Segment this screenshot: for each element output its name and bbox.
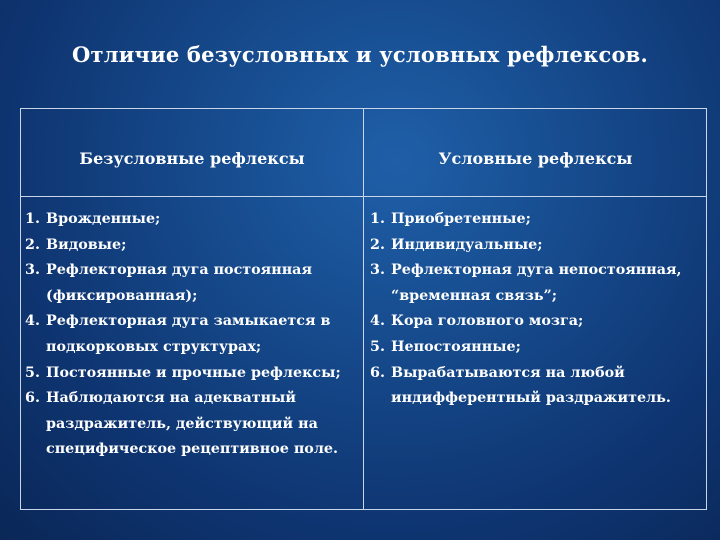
list-item: 3. Рефлекторная дуга непостоянная, “временная связь”;: [370, 262, 682, 304]
unconditioned-reflexes-list: [25, 207, 361, 463]
column-divider: [363, 109, 364, 509]
list-item: 1. Врожденные;: [25, 211, 161, 227]
unconditioned-reflexes-header: Безусловные рефлексы: [79, 149, 305, 168]
list-item: 5. Непостоянные;: [370, 338, 521, 355]
list-item: 4. Кора головного мозга;: [370, 313, 584, 330]
conditioned-reflexes-list: [370, 207, 706, 412]
list-item: 5. Постоянные и прочные рефлексы;: [25, 364, 341, 381]
list-item: 3. Рефлекторная дуга постоянная (фиксированная);: [25, 262, 313, 304]
conditioned-reflexes-header: Условные рефлексы: [438, 149, 633, 168]
list-item: 6. Вырабатываются на любой индифферентный раздражитель.: [370, 364, 671, 407]
list-item: 2. Видовые;: [25, 236, 127, 253]
slide-title: Отличие безусловных и условных рефлексов.: [72, 42, 648, 67]
comparison-table: [20, 108, 707, 510]
list-item: 6. Наблюдаются на адекватный раздражитель, действующий на специфическое рецептивное поле.: [25, 390, 338, 458]
list-item: 1. Приобретенные;: [370, 211, 531, 227]
list-item: 2. Индивидуальные;: [370, 236, 543, 253]
list-item: 4. Рефлекторная дуга замыкается в подкорковых структурах;: [25, 313, 331, 355]
